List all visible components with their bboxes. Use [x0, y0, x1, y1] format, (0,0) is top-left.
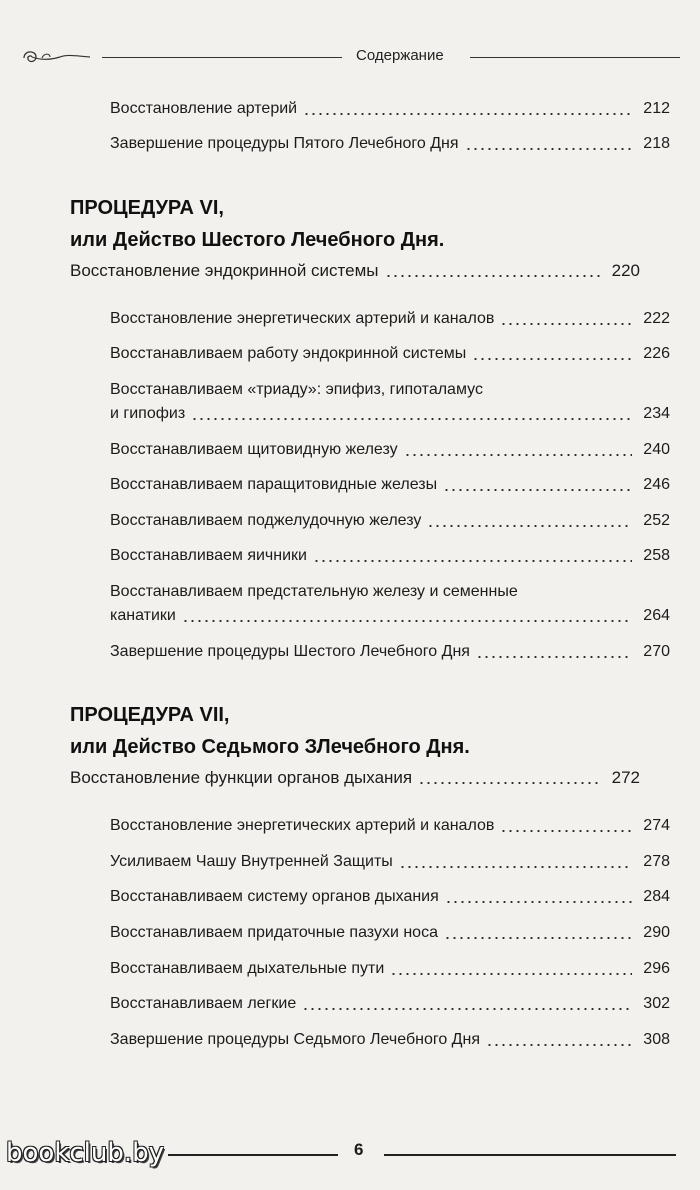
- leader-dots: [500, 323, 632, 325]
- toc-entry-page: 222: [643, 310, 670, 327]
- toc-entry: [110, 544, 670, 567]
- toc-section-entry: [70, 259, 640, 282]
- toc-entry-page: 278: [643, 853, 670, 870]
- toc-entry-label: Восстановление эндокринной системы: [70, 261, 379, 280]
- leader-dots: [399, 866, 632, 868]
- leader-dots: [404, 454, 632, 456]
- page-footer: [0, 1138, 700, 1178]
- toc-entry-label: канатики: [110, 607, 176, 624]
- toc-entry-label: Восстанавливаем работу эндокринной системы: [110, 345, 467, 362]
- leader-dots: [427, 525, 632, 527]
- toc-entry-label: Усиливаем Чашу Внутренней Защиты: [110, 853, 393, 870]
- leader-dots: [385, 275, 603, 277]
- toc-entry-page: 240: [643, 441, 670, 458]
- toc-entry-page: 272: [611, 768, 640, 787]
- toc-entry-page: 220: [611, 261, 640, 280]
- toc-entry: [110, 992, 670, 1015]
- toc-entry-label: Восстанавливаем «триаду»: эпифиз, гипоталамус: [110, 381, 483, 398]
- toc-entry-label: Восстанавливаем предстательную железу и семенные: [110, 583, 518, 600]
- toc-entry: [110, 132, 670, 155]
- leader-dots: [486, 1044, 632, 1046]
- toc-entry-label: Восстанавливаем поджелудочную железу: [110, 512, 422, 529]
- toc-entry-page: 246: [643, 476, 670, 493]
- leader-dots: [445, 901, 632, 903]
- leader-dots: [443, 489, 632, 491]
- toc-entry-page: 274: [643, 817, 670, 834]
- toc-entry-label: Восстанавливаем яичники: [110, 547, 307, 564]
- leader-dots: [182, 620, 632, 622]
- leader-dots: [390, 973, 632, 975]
- toc-entry-label: Восстановление артерий: [110, 100, 298, 117]
- leader-dots: [303, 113, 632, 115]
- toc-entry-page: 258: [643, 547, 670, 564]
- toc-entry: [110, 402, 670, 425]
- page-number: 6: [354, 1140, 364, 1159]
- ornament-icon: [20, 44, 90, 70]
- footer-rule-left: [168, 1154, 338, 1156]
- toc-entry-label: Восстановление энергетических артерий и каналов: [110, 817, 495, 834]
- toc-entry: [110, 473, 670, 496]
- toc-entry-page: 252: [643, 512, 670, 529]
- toc-entry: [110, 1028, 670, 1051]
- toc-entry-page: 284: [643, 888, 670, 905]
- leader-dots: [465, 148, 632, 150]
- section-subtitle: или Действо Шестого Лечебного Дня.: [70, 229, 445, 251]
- toc-entry-page: 226: [643, 345, 670, 362]
- leader-dots: [472, 358, 632, 360]
- toc-entry: [110, 850, 670, 873]
- toc-entry-label: Завершение процедуры Пятого Лечебного Дня: [110, 135, 459, 152]
- toc-entry-label: Восстанавливаем дыхательные пути: [110, 960, 385, 977]
- toc-entry: [110, 604, 670, 627]
- toc-section-entry: [70, 766, 640, 789]
- toc-entry-first-line: [110, 378, 670, 401]
- toc-entry-page: 218: [643, 135, 670, 152]
- leader-dots: [313, 560, 632, 562]
- toc-entry: [110, 342, 670, 365]
- toc-entry-page: 270: [643, 643, 670, 660]
- section-subtitle: или Действо Седьмого ЗЛечебного Дня.: [70, 736, 470, 758]
- toc-entry-label: Восстанавливаем систему органов дыхания: [110, 888, 439, 905]
- leader-dots: [500, 830, 632, 832]
- toc-entry-label: Восстанавливаем придаточные пазухи носа: [110, 924, 438, 941]
- toc-entry-page: 264: [643, 607, 670, 624]
- toc-entry-label: и гипофиз: [110, 405, 186, 422]
- toc-entry-page: 308: [643, 1031, 670, 1048]
- toc-entry-label: Восстанавливаем паращитовидные железы: [110, 476, 438, 493]
- toc-entry-label: Восстанавливаем легкие: [110, 995, 297, 1012]
- leader-dots: [191, 418, 632, 420]
- toc-entry-page: 296: [643, 960, 670, 977]
- header-rule-right: [470, 57, 680, 58]
- footer-rule-right: [384, 1154, 676, 1156]
- toc-entry-label: Завершение процедуры Шестого Лечебного Дня: [110, 643, 470, 660]
- toc-entry-first-line: [110, 580, 670, 603]
- toc-entry-label: Восстановление функции органов дыхания: [70, 768, 413, 787]
- section-title: ПРОЦЕДУРА VII,: [70, 704, 230, 726]
- toc-entry: [110, 814, 670, 837]
- leader-dots: [476, 656, 632, 658]
- toc-entry-page: 212: [643, 100, 670, 117]
- toc-entry-page: 290: [643, 924, 670, 941]
- header-title: Содержание: [356, 47, 444, 64]
- toc-entry: [110, 97, 670, 120]
- toc-entry-label: Завершение процедуры Седьмого Лечебного Дня: [110, 1031, 481, 1048]
- toc-entry-label: Восстановление энергетических артерий и каналов: [110, 310, 495, 327]
- leader-dots: [418, 782, 602, 784]
- watermark-brand: bookclub.by: [6, 1138, 165, 1168]
- header-rule-left: [102, 57, 342, 58]
- toc-entry: [110, 307, 670, 330]
- toc-entry: [110, 885, 670, 908]
- toc-entry-page: 302: [643, 995, 670, 1012]
- page-header: [20, 44, 680, 70]
- section-title: ПРОЦЕДУРА VI,: [70, 197, 224, 219]
- toc-entry: [110, 438, 670, 461]
- toc-entry-page: 234: [643, 405, 670, 422]
- toc-entry: [110, 640, 670, 663]
- toc-entry: [110, 921, 670, 944]
- leader-dots: [444, 937, 632, 939]
- leader-dots: [302, 1008, 632, 1010]
- toc-entry-label: Восстанавливаем щитовидную железу: [110, 441, 398, 458]
- toc-entry: [110, 957, 670, 980]
- toc-entry: [110, 509, 670, 532]
